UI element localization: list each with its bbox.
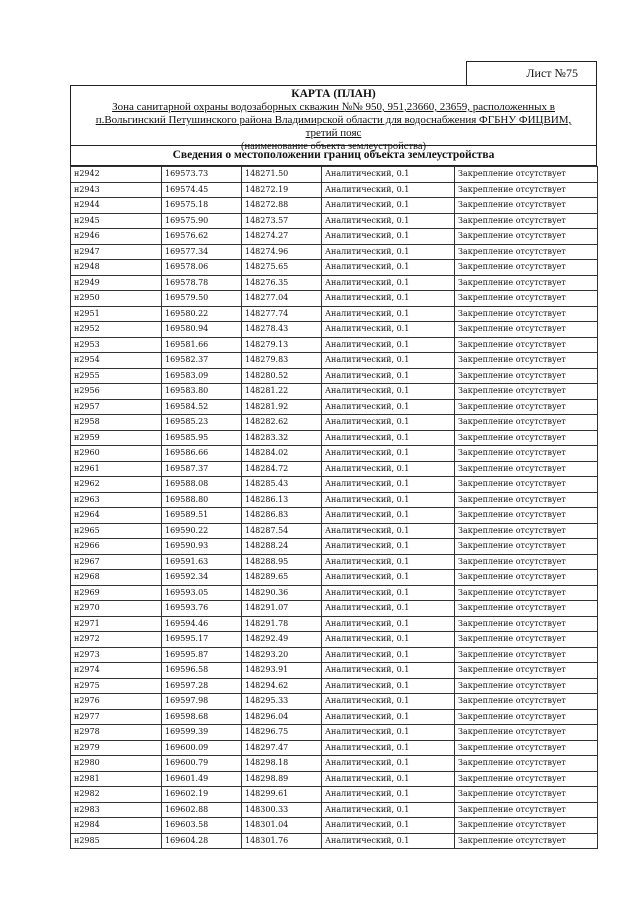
table-row (71, 291, 598, 307)
table-row (71, 740, 598, 756)
fixing-cell: Закрепление отсутствует (455, 678, 598, 694)
point-name-cell: н2962 (71, 477, 162, 493)
x-coordinate-cell: 169578.06 (162, 260, 242, 276)
fixing-cell: Закрепление отсутствует (455, 384, 598, 400)
sheet-number: Лист №75 (466, 61, 597, 85)
x-coordinate-cell: 169593.76 (162, 601, 242, 617)
point-name-cell: н2978 (71, 725, 162, 741)
x-coordinate-cell: 169592.34 (162, 570, 242, 586)
point-name-cell: н2981 (71, 771, 162, 787)
y-coordinate-cell: 148294.62 (242, 678, 322, 694)
y-coordinate-cell: 148271.50 (242, 167, 322, 183)
x-coordinate-cell: 169584.52 (162, 399, 242, 415)
y-coordinate-cell: 148286.13 (242, 492, 322, 508)
fixing-cell: Закрепление отсутствует (455, 430, 598, 446)
method-cell: Аналитический, 0.1 (322, 539, 455, 555)
x-coordinate-cell: 169579.50 (162, 291, 242, 307)
point-name-cell: н2974 (71, 663, 162, 679)
point-name-cell: н2964 (71, 508, 162, 524)
point-name-cell: н2948 (71, 260, 162, 276)
y-coordinate-cell: 148286.83 (242, 508, 322, 524)
document-title: КАРТА (ПЛАН) (291, 88, 376, 100)
fixing-cell: Закрепление отсутствует (455, 291, 598, 307)
fixing-cell: Закрепление отсутствует (455, 306, 598, 322)
y-coordinate-cell: 148288.24 (242, 539, 322, 555)
table-row (71, 399, 598, 415)
method-cell: Аналитический, 0.1 (322, 740, 455, 756)
fixing-cell: Закрепление отсутствует (455, 616, 598, 632)
table-row (71, 585, 598, 601)
table-row (71, 756, 598, 772)
table-row (71, 430, 598, 446)
boundary-coordinates-table (70, 166, 598, 849)
method-cell: Аналитический, 0.1 (322, 647, 455, 663)
method-cell: Аналитический, 0.1 (322, 523, 455, 539)
x-coordinate-cell: 169585.23 (162, 415, 242, 431)
fixing-cell: Закрепление отсутствует (455, 570, 598, 586)
table-row (71, 833, 598, 849)
fixing-cell: Закрепление отсутствует (455, 585, 598, 601)
x-coordinate-cell: 169599.39 (162, 725, 242, 741)
fixing-cell: Закрепление отсутствует (455, 461, 598, 477)
fixing-cell: Закрепление отсутствует (455, 756, 598, 772)
x-coordinate-cell: 169583.09 (162, 368, 242, 384)
method-cell: Аналитический, 0.1 (322, 632, 455, 648)
method-cell: Аналитический, 0.1 (322, 585, 455, 601)
fixing-cell: Закрепление отсутствует (455, 229, 598, 245)
y-coordinate-cell: 148296.75 (242, 725, 322, 741)
fixing-cell: Закрепление отсутствует (455, 337, 598, 353)
table-row (71, 306, 598, 322)
point-name-cell: н2983 (71, 802, 162, 818)
method-cell: Аналитический, 0.1 (322, 260, 455, 276)
fixing-cell: Закрепление отсутствует (455, 601, 598, 617)
y-coordinate-cell: 148281.92 (242, 399, 322, 415)
x-coordinate-cell: 169586.66 (162, 446, 242, 462)
x-coordinate-cell: 169602.19 (162, 787, 242, 803)
fixing-cell: Закрепление отсутствует (455, 244, 598, 260)
table-row (71, 523, 598, 539)
y-coordinate-cell: 148287.54 (242, 523, 322, 539)
point-name-cell: н2959 (71, 430, 162, 446)
y-coordinate-cell: 148291.07 (242, 601, 322, 617)
method-cell: Аналитический, 0.1 (322, 709, 455, 725)
x-coordinate-cell: 169596.58 (162, 663, 242, 679)
fixing-cell: Закрепление отсутствует (455, 275, 598, 291)
y-coordinate-cell: 148276.35 (242, 275, 322, 291)
table-row (71, 818, 598, 834)
y-coordinate-cell: 148279.13 (242, 337, 322, 353)
x-coordinate-cell: 169588.08 (162, 477, 242, 493)
table-row (71, 368, 598, 384)
point-name-cell: н2954 (71, 353, 162, 369)
method-cell: Аналитический, 0.1 (322, 384, 455, 400)
fixing-cell: Закрепление отсутствует (455, 632, 598, 648)
fixing-cell: Закрепление отсутствует (455, 554, 598, 570)
x-coordinate-cell: 169602.88 (162, 802, 242, 818)
table-row (71, 260, 598, 276)
fixing-cell: Закрепление отсутствует (455, 446, 598, 462)
method-cell: Аналитический, 0.1 (322, 244, 455, 260)
object-name-line-3: третий пояс (305, 127, 362, 139)
x-coordinate-cell: 169597.28 (162, 678, 242, 694)
x-coordinate-cell: 169578.78 (162, 275, 242, 291)
point-name-cell: н2976 (71, 694, 162, 710)
x-coordinate-cell: 169604.28 (162, 833, 242, 849)
table-row (71, 616, 598, 632)
point-name-cell: н2949 (71, 275, 162, 291)
point-name-cell: н2942 (71, 167, 162, 183)
point-name-cell: н2963 (71, 492, 162, 508)
x-coordinate-cell: 169600.09 (162, 740, 242, 756)
table-row (71, 182, 598, 198)
method-cell: Аналитический, 0.1 (322, 554, 455, 570)
fixing-cell: Закрепление отсутствует (455, 198, 598, 214)
point-name-cell: н2961 (71, 461, 162, 477)
method-cell: Аналитический, 0.1 (322, 229, 455, 245)
method-cell: Аналитический, 0.1 (322, 182, 455, 198)
x-coordinate-cell: 169589.51 (162, 508, 242, 524)
point-name-cell: н2956 (71, 384, 162, 400)
table-row (71, 446, 598, 462)
point-name-cell: н2968 (71, 570, 162, 586)
y-coordinate-cell: 148301.76 (242, 833, 322, 849)
x-coordinate-cell: 169600.79 (162, 756, 242, 772)
x-coordinate-cell: 169581.66 (162, 337, 242, 353)
y-coordinate-cell: 148293.91 (242, 663, 322, 679)
y-coordinate-cell: 148290.36 (242, 585, 322, 601)
method-cell: Аналитический, 0.1 (322, 291, 455, 307)
method-cell: Аналитический, 0.1 (322, 601, 455, 617)
fixing-cell: Закрепление отсутствует (455, 399, 598, 415)
method-cell: Аналитический, 0.1 (322, 477, 455, 493)
table-row (71, 678, 598, 694)
x-coordinate-cell: 169598.68 (162, 709, 242, 725)
y-coordinate-cell: 148298.18 (242, 756, 322, 772)
point-name-cell: н2984 (71, 818, 162, 834)
fixing-cell: Закрепление отсутствует (455, 167, 598, 183)
y-coordinate-cell: 148296.04 (242, 709, 322, 725)
y-coordinate-cell: 148274.96 (242, 244, 322, 260)
table-row (71, 213, 598, 229)
point-name-cell: н2955 (71, 368, 162, 384)
table-row (71, 337, 598, 353)
point-name-cell: н2979 (71, 740, 162, 756)
y-coordinate-cell: 148274.27 (242, 229, 322, 245)
fixing-cell: Закрепление отсутствует (455, 787, 598, 803)
fixing-cell: Закрепление отсутствует (455, 477, 598, 493)
fixing-cell: Закрепление отсутствует (455, 322, 598, 338)
method-cell: Аналитический, 0.1 (322, 213, 455, 229)
method-cell: Аналитический, 0.1 (322, 508, 455, 524)
y-coordinate-cell: 148275.65 (242, 260, 322, 276)
method-cell: Аналитический, 0.1 (322, 306, 455, 322)
method-cell: Аналитический, 0.1 (322, 818, 455, 834)
point-name-cell: н2971 (71, 616, 162, 632)
y-coordinate-cell: 148300.33 (242, 802, 322, 818)
x-coordinate-cell: 169590.22 (162, 523, 242, 539)
point-name-cell: н2969 (71, 585, 162, 601)
table-row (71, 322, 598, 338)
point-name-cell: н2945 (71, 213, 162, 229)
y-coordinate-cell: 148272.88 (242, 198, 322, 214)
method-cell: Аналитический, 0.1 (322, 430, 455, 446)
fixing-cell: Закрепление отсутствует (455, 663, 598, 679)
table-row (71, 647, 598, 663)
fixing-cell: Закрепление отсутствует (455, 213, 598, 229)
fixing-cell: Закрепление отсутствует (455, 740, 598, 756)
table-row (71, 663, 598, 679)
y-coordinate-cell: 148283.32 (242, 430, 322, 446)
x-coordinate-cell: 169594.46 (162, 616, 242, 632)
point-name-cell: н2973 (71, 647, 162, 663)
point-name-cell: н2980 (71, 756, 162, 772)
method-cell: Аналитический, 0.1 (322, 353, 455, 369)
fixing-cell: Закрепление отсутствует (455, 694, 598, 710)
y-coordinate-cell: 148280.52 (242, 368, 322, 384)
point-name-cell: н2985 (71, 833, 162, 849)
x-coordinate-cell: 169597.98 (162, 694, 242, 710)
x-coordinate-cell: 169573.73 (162, 167, 242, 183)
fixing-cell: Закрепление отсутствует (455, 508, 598, 524)
method-cell: Аналитический, 0.1 (322, 787, 455, 803)
x-coordinate-cell: 169575.18 (162, 198, 242, 214)
y-coordinate-cell: 148292.49 (242, 632, 322, 648)
method-cell: Аналитический, 0.1 (322, 616, 455, 632)
table-row (71, 554, 598, 570)
section-title: Сведения о местоположении границ объекта землеустройства (70, 146, 597, 166)
point-name-cell: н2951 (71, 306, 162, 322)
table-row (71, 709, 598, 725)
x-coordinate-cell: 169593.05 (162, 585, 242, 601)
y-coordinate-cell: 148278.43 (242, 322, 322, 338)
table-row (71, 694, 598, 710)
point-name-cell: н2960 (71, 446, 162, 462)
method-cell: Аналитический, 0.1 (322, 368, 455, 384)
point-name-cell: н2947 (71, 244, 162, 260)
fixing-cell: Закрепление отсутствует (455, 260, 598, 276)
method-cell: Аналитический, 0.1 (322, 167, 455, 183)
y-coordinate-cell: 148272.19 (242, 182, 322, 198)
table-row (71, 508, 598, 524)
table-row (71, 492, 598, 508)
method-cell: Аналитический, 0.1 (322, 663, 455, 679)
y-coordinate-cell: 148297.47 (242, 740, 322, 756)
table-row (71, 771, 598, 787)
y-coordinate-cell: 148284.72 (242, 461, 322, 477)
method-cell: Аналитический, 0.1 (322, 446, 455, 462)
y-coordinate-cell: 148281.22 (242, 384, 322, 400)
y-coordinate-cell: 148284.02 (242, 446, 322, 462)
y-coordinate-cell: 148291.78 (242, 616, 322, 632)
table-row (71, 601, 598, 617)
method-cell: Аналитический, 0.1 (322, 725, 455, 741)
point-name-cell: н2953 (71, 337, 162, 353)
table-row (71, 353, 598, 369)
y-coordinate-cell: 148298.89 (242, 771, 322, 787)
x-coordinate-cell: 169588.80 (162, 492, 242, 508)
method-cell: Аналитический, 0.1 (322, 399, 455, 415)
table-row (71, 539, 598, 555)
point-name-cell: н2944 (71, 198, 162, 214)
y-coordinate-cell: 148282.62 (242, 415, 322, 431)
y-coordinate-cell: 148301.04 (242, 818, 322, 834)
x-coordinate-cell: 169590.93 (162, 539, 242, 555)
point-name-cell: н2972 (71, 632, 162, 648)
table-row (71, 802, 598, 818)
y-coordinate-cell: 148273.57 (242, 213, 322, 229)
y-coordinate-cell: 148279.83 (242, 353, 322, 369)
fixing-cell: Закрепление отсутствует (455, 771, 598, 787)
table-row (71, 570, 598, 586)
fixing-cell: Закрепление отсутствует (455, 725, 598, 741)
x-coordinate-cell: 169585.95 (162, 430, 242, 446)
table-row (71, 384, 598, 400)
table-row (71, 415, 598, 431)
point-name-cell: н2957 (71, 399, 162, 415)
method-cell: Аналитический, 0.1 (322, 461, 455, 477)
y-coordinate-cell: 148277.04 (242, 291, 322, 307)
x-coordinate-cell: 169580.94 (162, 322, 242, 338)
x-coordinate-cell: 169576.62 (162, 229, 242, 245)
table-row (71, 229, 598, 245)
method-cell: Аналитический, 0.1 (322, 322, 455, 338)
table-row (71, 725, 598, 741)
point-name-cell: н2952 (71, 322, 162, 338)
y-coordinate-cell: 148285.43 (242, 477, 322, 493)
method-cell: Аналитический, 0.1 (322, 802, 455, 818)
method-cell: Аналитический, 0.1 (322, 833, 455, 849)
fixing-cell: Закрепление отсутствует (455, 353, 598, 369)
object-name-line-2: п.Вольгинский Петушинского района Владимирской области для водоснабжения ФГБНУ ФИЦВИМ, (95, 114, 572, 126)
method-cell: Аналитический, 0.1 (322, 570, 455, 586)
fixing-cell: Закрепление отсутствует (455, 492, 598, 508)
point-name-cell: н2977 (71, 709, 162, 725)
x-coordinate-cell: 169583.80 (162, 384, 242, 400)
table-row (71, 632, 598, 648)
fixing-cell: Закрепление отсутствует (455, 647, 598, 663)
point-name-cell: н2975 (71, 678, 162, 694)
x-coordinate-cell: 169580.22 (162, 306, 242, 322)
y-coordinate-cell: 148288.95 (242, 554, 322, 570)
table-row (71, 244, 598, 260)
table-row (71, 275, 598, 291)
point-name-cell: н2965 (71, 523, 162, 539)
y-coordinate-cell: 148293.20 (242, 647, 322, 663)
point-name-cell: н2967 (71, 554, 162, 570)
y-coordinate-cell: 148295.33 (242, 694, 322, 710)
y-coordinate-cell: 148289.65 (242, 570, 322, 586)
method-cell: Аналитический, 0.1 (322, 337, 455, 353)
table-row (71, 461, 598, 477)
fixing-cell: Закрепление отсутствует (455, 368, 598, 384)
document-header (70, 85, 597, 152)
x-coordinate-cell: 169595.87 (162, 647, 242, 663)
method-cell: Аналитический, 0.1 (322, 694, 455, 710)
point-name-cell: н2943 (71, 182, 162, 198)
point-name-cell: н2958 (71, 415, 162, 431)
point-name-cell: н2966 (71, 539, 162, 555)
table-row (71, 787, 598, 803)
object-name-line-1: Зона санитарной охраны водозаборных скважин №№ 950, 951,23660, 23659, расположенных в (112, 101, 555, 113)
method-cell: Аналитический, 0.1 (322, 492, 455, 508)
point-name-cell: н2970 (71, 601, 162, 617)
x-coordinate-cell: 169575.90 (162, 213, 242, 229)
fixing-cell: Закрепление отсутствует (455, 833, 598, 849)
x-coordinate-cell: 169577.34 (162, 244, 242, 260)
x-coordinate-cell: 169603.58 (162, 818, 242, 834)
method-cell: Аналитический, 0.1 (322, 756, 455, 772)
method-cell: Аналитический, 0.1 (322, 275, 455, 291)
fixing-cell: Закрепление отсутствует (455, 709, 598, 725)
method-cell: Аналитический, 0.1 (322, 198, 455, 214)
fixing-cell: Закрепление отсутствует (455, 818, 598, 834)
fixing-cell: Закрепление отсутствует (455, 415, 598, 431)
x-coordinate-cell: 169574.45 (162, 182, 242, 198)
fixing-cell: Закрепление отсутствует (455, 182, 598, 198)
fixing-cell: Закрепление отсутствует (455, 802, 598, 818)
object-name-caption: (наименование объекта землеустройства) (240, 141, 427, 152)
method-cell: Аналитический, 0.1 (322, 415, 455, 431)
table-row (71, 477, 598, 493)
y-coordinate-cell: 148299.61 (242, 787, 322, 803)
method-cell: Аналитический, 0.1 (322, 678, 455, 694)
table-row (71, 167, 598, 183)
x-coordinate-cell: 169591.63 (162, 554, 242, 570)
fixing-cell: Закрепление отсутствует (455, 539, 598, 555)
point-name-cell: н2946 (71, 229, 162, 245)
x-coordinate-cell: 169601.49 (162, 771, 242, 787)
method-cell: Аналитический, 0.1 (322, 771, 455, 787)
fixing-cell: Закрепление отсутствует (455, 523, 598, 539)
point-name-cell: н2982 (71, 787, 162, 803)
x-coordinate-cell: 169582.37 (162, 353, 242, 369)
x-coordinate-cell: 169595.17 (162, 632, 242, 648)
x-coordinate-cell: 169587.37 (162, 461, 242, 477)
point-name-cell: н2950 (71, 291, 162, 307)
y-coordinate-cell: 148277.74 (242, 306, 322, 322)
table-row (71, 198, 598, 214)
